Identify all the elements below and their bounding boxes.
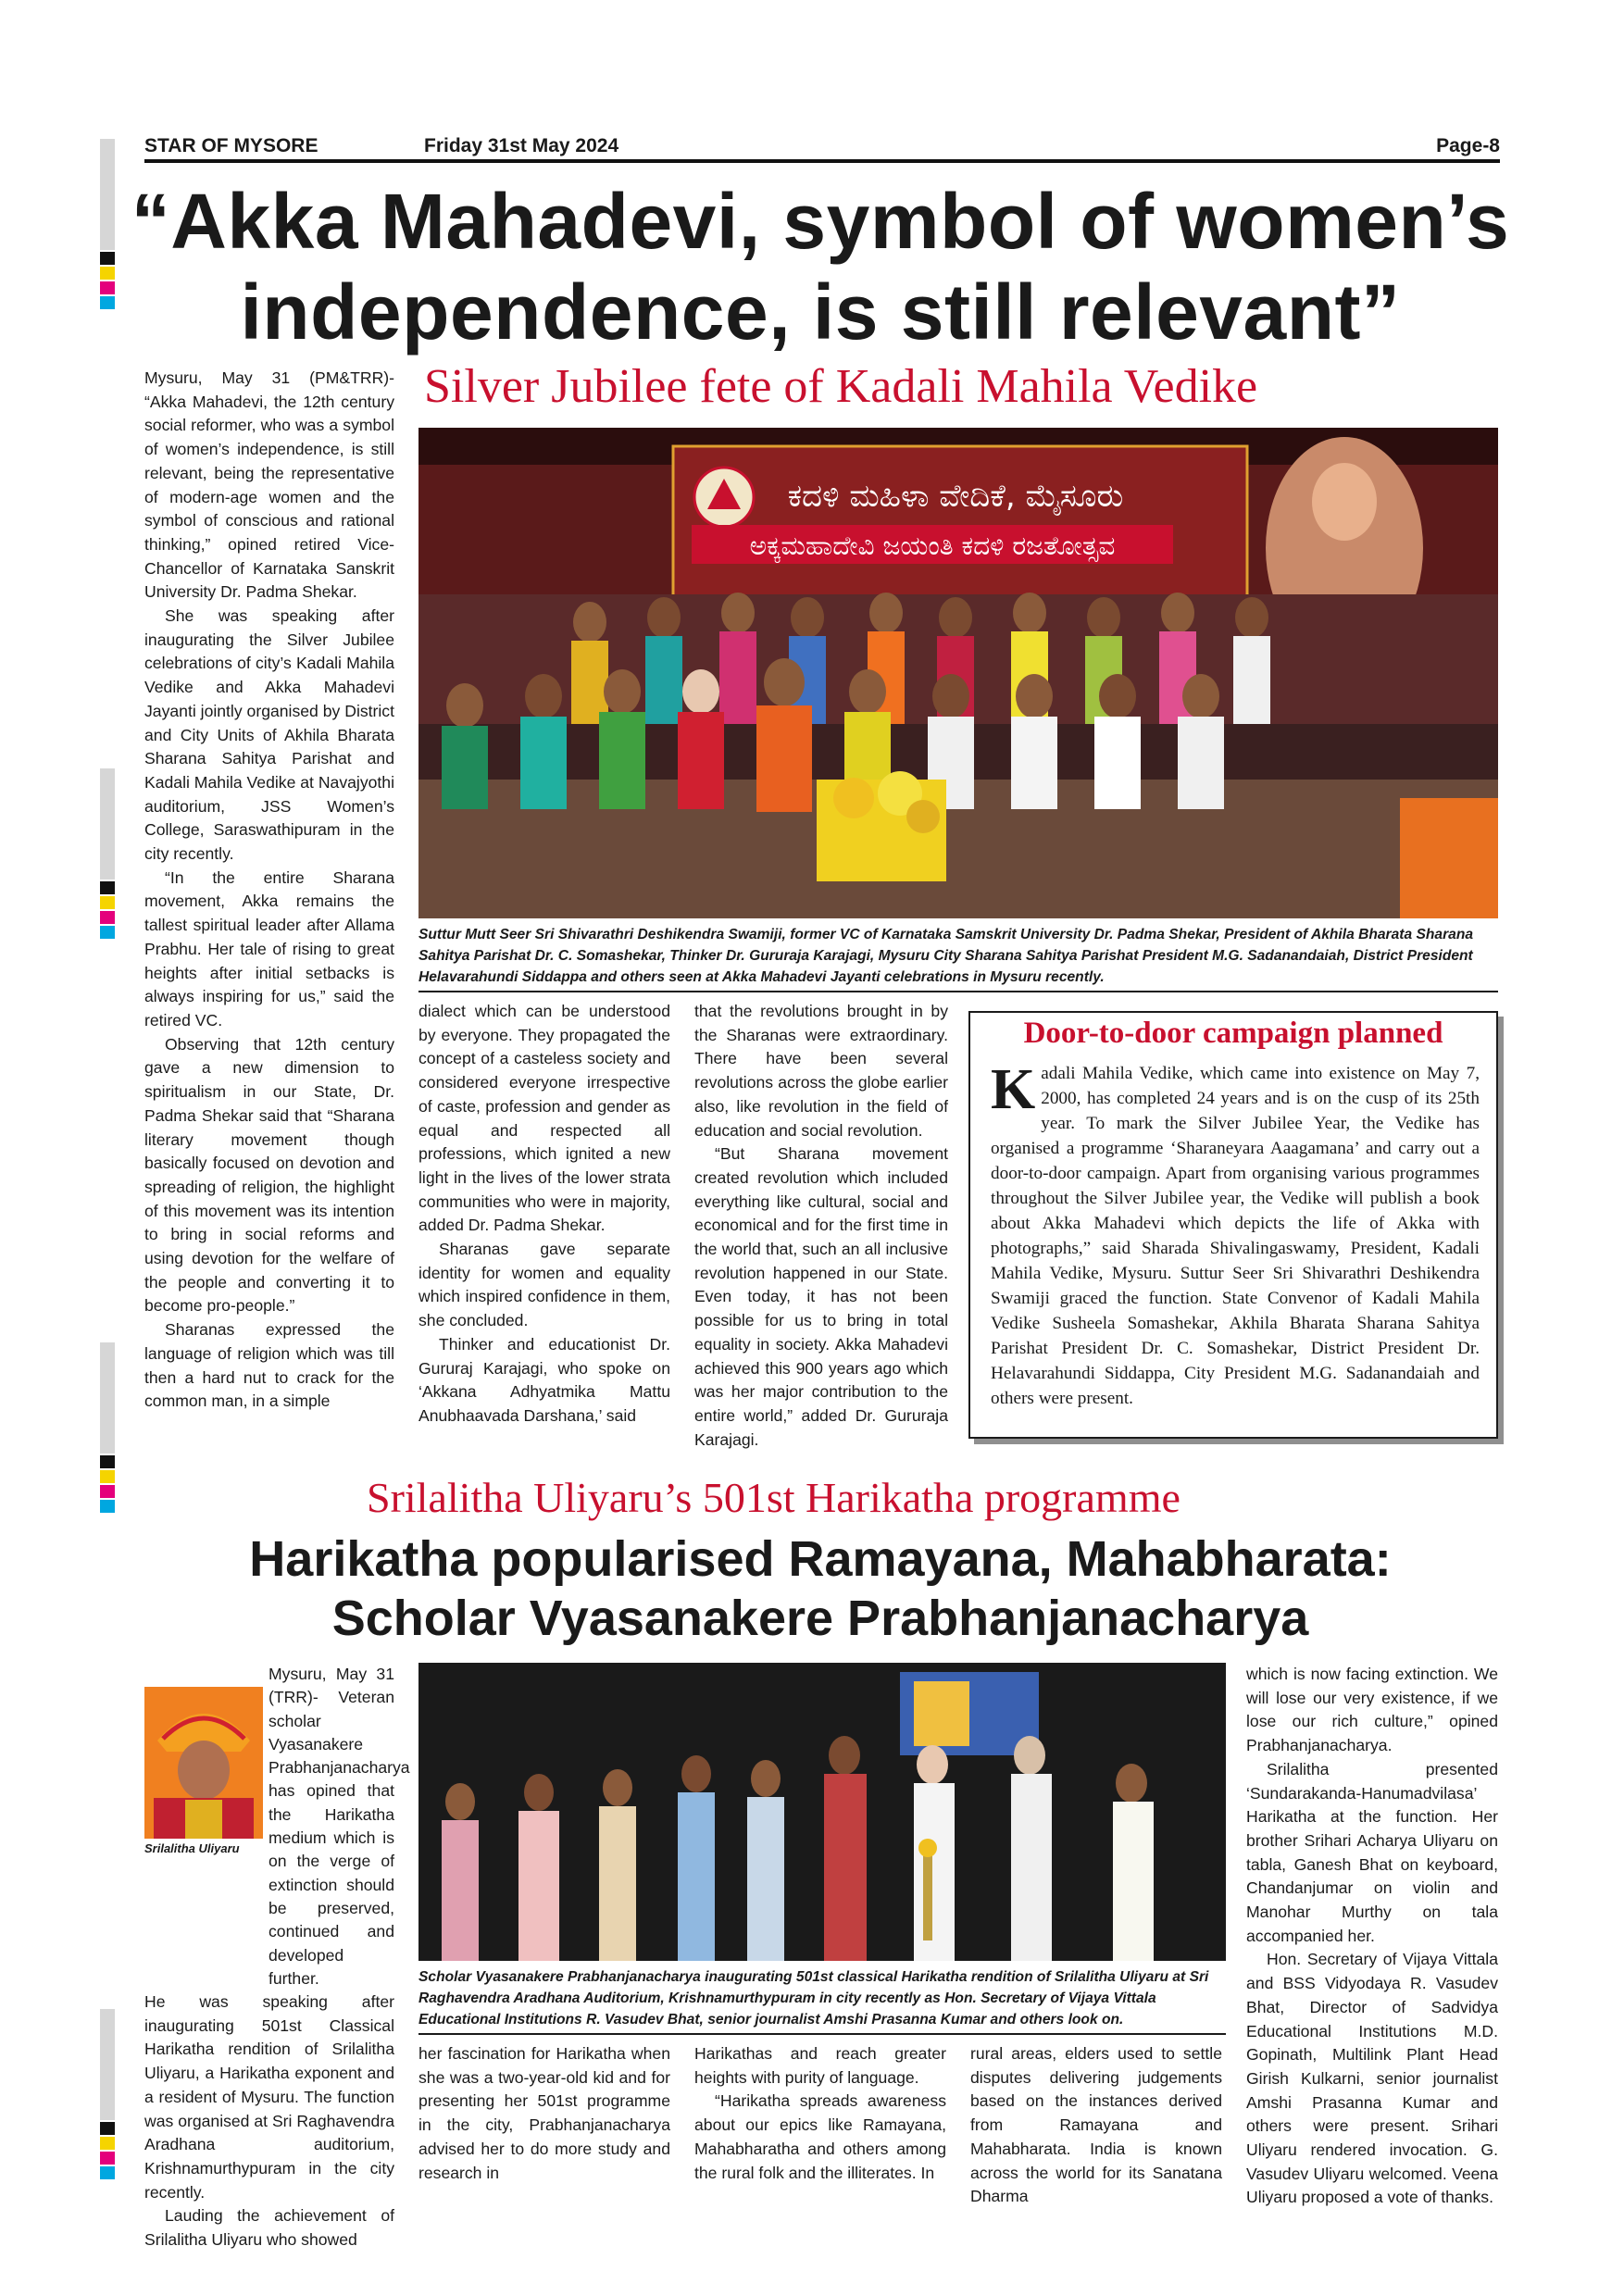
paragraph: Srilalitha presented ‘Sundarakanda-Hanumadvilasa’ Harikatha at the function. Her brother Srihari Acharya Uliyaru on tabla, Ganesh Bhat on keyboard, Chandanjumar on violin and Manohar Murthy on tala accompanied her. <box>1246 1759 1498 1945</box>
article2-column-1b <box>144 1990 394 2252</box>
article2-column-5 <box>1246 1663 1498 2210</box>
photo-caption: Suttur Mutt Seer Sri Shivarathri Deshikendra Swamiji, former VC of Karnataka Samskrit University Dr. Padma Shekar, President of Akhila Bharata Sharana Sahitya Parishat Dr. C. Somashekar, Thinker Dr. Gururaja Karajagi, Mysuru City Sharana Sahitya Parishat President M.G. Sadanandaiah, District President Helavarahundi Siddappa and others seen at Akka Mahadevi Jayanti celebrations in Mysuru recently. <box>418 927 1474 985</box>
masthead-rule <box>144 159 1500 163</box>
article-column-3 <box>694 1000 948 1452</box>
headline-2 <box>102 1529 1539 1648</box>
dateline-text: Mysuru, May 31 (TRR)- Veteran scholar Vyasanakere Prabhanjanacharya has opined that the Harikatha medium which is on the verge of extinction should be preserved, continued and developed further. <box>269 1665 410 1988</box>
event-photo <box>418 428 1498 918</box>
drop-cap: K <box>991 1058 1036 1121</box>
paragraph: “In the entire Sharana movement, Akka remains the tallest spiritual leader after Allama Prabhu. Her tale of rising to great heights after initial setbacks is always inspiring for us,” said the retired VC. <box>144 867 394 1029</box>
paragraph: Hon. Secretary of Vijaya Vittala and BSS Vidyodaya R. Vasudev Bhat, Director of Sadvidya Educational Institutions M.D. Gopinath, Multilink Plant Head Girish Kulkarni, senior journalist Amshi Prasanna Kumar and others were present. Srihari Uliyaru rendered invocation. G. Vasudev Uliyaru welcomed. Veena Uliyaru proposed a vote of thanks. <box>1246 1950 1498 2207</box>
printer-mark-bar <box>100 2009 115 2120</box>
paragraph: Sharanas expressed the language of religion which was till then a hard nut to crack for the common man, in a simple <box>144 1320 394 1411</box>
printer-mark-magenta <box>100 911 115 924</box>
article-column-1 <box>144 367 394 1414</box>
printer-mark-yellow <box>100 2137 115 2150</box>
headline-2-line-1: Harikatha popularised Ramayana, Mahabharata: <box>249 1531 1392 1587</box>
headline <box>102 176 1539 357</box>
paragraph: “But Sharana movement created revolution which included everything like cultural, social and economical and for the first time in the world that, such an all inclusive revolution happened in our State. Even today, it has not been possible for us to bring in total equality in society. Akka Mahadevi achieved this 900 years ago which was her major contribution to the entire world,” added Dr. Gururaja Karajagi. <box>694 1144 948 1449</box>
printer-mark-cyan <box>100 926 115 939</box>
paragraph: Harikathas and reach greater heights with purity of language. <box>694 2044 946 2087</box>
printer-mark-bar <box>100 1342 115 1454</box>
article2-column-2 <box>418 2042 670 2185</box>
article-column-2 <box>418 1000 670 1429</box>
printer-mark-magenta <box>100 1485 115 1498</box>
paragraph: her fascination for Harikatha when she was a two-year-old kid and for presenting her 501st programme in the city, Prabhanjanacharya advised her to do more study and research in <box>418 2044 670 2182</box>
subheadline-2: Srilalitha Uliyaru’s 501st Harikatha programme <box>367 1474 1181 1521</box>
subheadline: Silver Jubilee fete of Kadali Mahila Vedike <box>424 360 1258 413</box>
paragraph <box>269 1663 410 1990</box>
article2-column-4 <box>970 2042 1222 2209</box>
printer-mark-black <box>100 881 115 894</box>
article2-column-1a <box>269 1663 410 1990</box>
caption-rule <box>418 991 1498 992</box>
sidebar-box <box>968 1011 1498 1439</box>
box-body <box>991 1058 1480 1411</box>
paragraph: She was speaking after inaugurating the Silver Jubilee celebrations of city’s Kadali Mahila Vedike and Akka Mahadevi Jayanti jointly organised by District and City Units of Akhila Bharata Sharana Sahitya Parishat and Kadali Mahila Vedike at Navajyothi auditorium, JSS Women’s College, Saraswathipuram in the city recently. <box>144 606 394 864</box>
paragraph: dialect which can be understood by everyone. They propagated the concept of a casteless society and considered everyone irrespective of caste, profession and gender as equal and respected all professions, which ignited a new light in the lives of the lower strata communities who were in majority, added Dr. Padma Shekar. <box>418 1002 670 1235</box>
paper-name: STAR OF MYSORE <box>144 135 319 156</box>
banner-text: ಕದಳಿ ಮಹಿಳಾ ವೇದಿಕೆ, ಮೈಸೂರು <box>787 478 1124 515</box>
caption-rule-2 <box>418 2033 1226 2035</box>
portrait-photo <box>144 1687 263 1839</box>
printer-mark-yellow <box>100 896 115 909</box>
masthead <box>144 131 1500 156</box>
headline-line-2: independence, is still relevant” <box>240 268 1401 356</box>
printer-mark-bar <box>100 768 115 880</box>
paragraph: rural areas, elders used to settle disputes delivering judgements based on the instances derived from Ramayana and Mahabharata. India is known across the world for its Sanatana Dharma <box>970 2044 1222 2206</box>
harikatha-photo <box>418 1663 1226 1961</box>
box-text: adali Mahila Vedike, which came into existence on May 7, 2000, has completed 24 years and is on the cusp of its 25th year. To mark the Silver Jubilee Year, the Vedike has organised a programme ‘Sharaneyara Aaagamana’ and carry out a door-to-door campaign. Apart from organising various programmes throughout the Silver Jubilee year, the Vedike will publish a book about Akka Mahadevi which depicts the life of Akka with photographs,” said Sharada Shivalingaswamy, President, Kadali Mahila Vedike, Mysuru. Suttur Seer Sri Shivarathri Deshikendra Swamiji graced the function. State Convenor of Kadali Mahila Vedike Susheela Somashekar, Akhila Bharata Sharana Sahitya Parishat President Dr. C. Somashekar, District President Dr. Helavarahundi Siddappa, City President M.G. Sadanandaiah and others were present. <box>991 1064 1480 1408</box>
printer-mark-black <box>100 2122 115 2135</box>
article2-column-3 <box>694 2042 946 2185</box>
paragraph: Sharanas gave separate identity for women and equality which inspired confidence in them, she concluded. <box>418 1240 670 1330</box>
printer-mark-cyan <box>100 2166 115 2179</box>
paragraph: He was speaking after inaugurating 501st Classical Harikatha rendition of Srilalitha Uliyaru, a Harikatha exponent and a resident of Mysuru. The function was organised at Sri Raghavendra Aradhana auditorium, Krishnamurthypuram in the city recently. <box>144 1992 394 2202</box>
paragraph: Observing that 12th century gave a new dimension to spiritualism in our State, Dr. Padma Shekar said that “Sharana literary movement though basically focused on devotion and spreading of religion, the highlight of this movement was its intention to bring in social reforms and using devotion for the welfare of the people and converting it to become pro-people.” <box>144 1034 394 1316</box>
paragraph: “Harikatha spreads awareness about our epics like Ramayana, Mahabharatha and others among the rural folk and the illiterates. In <box>694 2091 946 2182</box>
paragraph: Lauding the achievement of Srilalitha Uliyaru who showed <box>144 2206 394 2250</box>
printer-mark-cyan <box>100 1500 115 1513</box>
paragraph: Thinker and educationist Dr. Gururaj Karajagi, who spoke on ‘Akkana Adhyatmika Mattu Anubhaavada Darshana,’ said <box>418 1334 670 1425</box>
paragraph: that the revolutions brought in by the Sharanas were extraordinary. There have been several revolutions across the globe earlier also, like revolution in the field of education and social revolution. <box>694 1002 948 1140</box>
printer-mark-yellow <box>100 1470 115 1483</box>
box-title: Door-to-door campaign planned <box>1023 1017 1443 1050</box>
headline-2-line-2: Scholar Vyasanakere Prabhanjanacharya <box>331 1591 1309 1646</box>
issue-date: Friday 31st May 2024 <box>424 135 619 156</box>
paragraph: Mysuru, May 31 (PM&TRR)- “Akka Mahadevi, the 12th century social reformer, who was a symbol of women’s independence, is still relevant, being the representative of modern-age women and the symbol of conscious and rational thinking,” opined retired Vice-Chancellor of Karnataka Sanskrit University Dr. Padma Shekar. <box>144 368 394 602</box>
printer-mark-magenta <box>100 2152 115 2165</box>
banner-text-2: ಅಕ್ಕಮಹಾದೇವಿ ಜಯಂತಿ ಕದಳಿ ರಜತೋತ್ಸವ <box>749 530 1116 561</box>
page-number: Page-8 <box>1436 135 1500 156</box>
portrait-caption: Srilalitha Uliyaru <box>144 1841 240 1855</box>
paragraph: which is now facing extinction. We will lose our very existence, if we lose our rich culture,” opined Prabhanjanacharya. <box>1246 1665 1498 1755</box>
printer-mark-black <box>100 1455 115 1468</box>
headline-line-1: “Akka Mahadevi, symbol of women’s <box>131 178 1510 265</box>
photo-caption-2: Scholar Vyasanakere Prabhanjanacharya inaugurating 501st classical Harikatha rendition of Srilalitha Uliyaru at Sri Raghavendra Aradhana Auditorium, Krishnamurthypuram in city recently as Hon. Secretary of Vijaya Vittala Educational Institutions R. Vasudev Bhat, senior journalist Amshi Prasanna Kumar and others look on. <box>418 1969 1209 2028</box>
